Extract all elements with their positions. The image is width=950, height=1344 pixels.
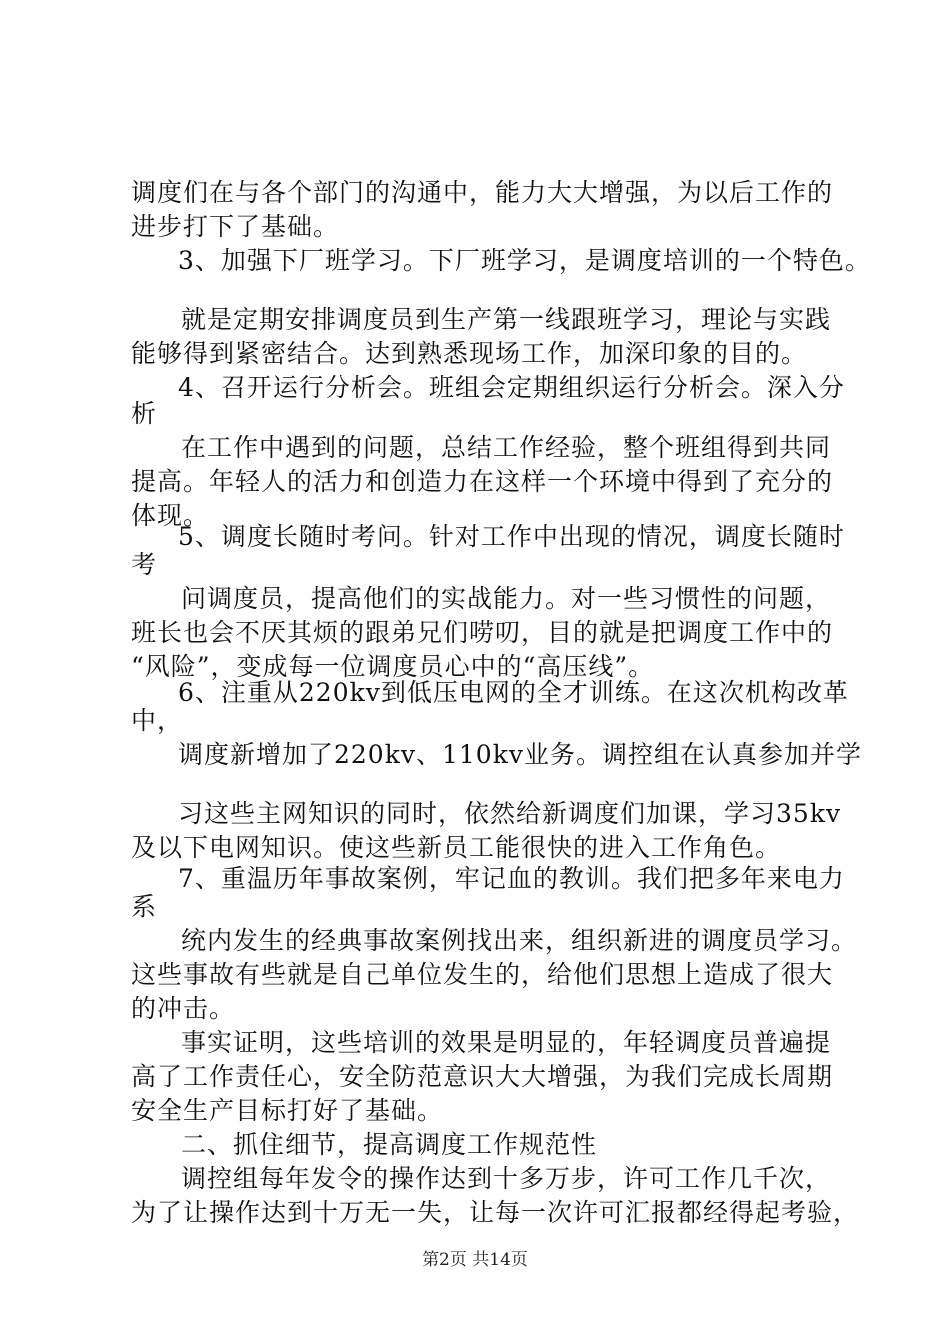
- text-line: 就是定期安排调度员到生产第一线跟班学习，理论与实践: [181, 305, 832, 334]
- page-footer: 第2页 共14页: [422, 1250, 528, 1270]
- text-line: 为了让操作达到十万无一失，让每一次许可汇报都经得起考验，: [131, 1198, 860, 1227]
- text-line: 考: [131, 550, 158, 579]
- text-line: 调度们在与各个部门的沟通中，能力大大增强，为以后工作的: [131, 178, 834, 207]
- text-line: 高了工作责任心，安全防范意识大大增强，为我们完成长周期: [131, 1062, 834, 1091]
- text-line: 班长也会不厌其烦的跟弟兄们唠叨，目的就是把调度工作中的: [131, 618, 834, 647]
- text-line: 事实证明，这些培训的效果是明显的，年轻调度员普遍提: [181, 1028, 832, 1057]
- text-line: 在工作中遇到的问题，总结工作经验，整个班组得到共同: [181, 433, 832, 462]
- text-line: 及以下电网知识。使这些新员工能很快的进入工作角色。: [131, 833, 782, 862]
- text-line: 中，: [131, 706, 184, 735]
- section-heading: 二、抓住细节，提高调度工作规范性: [181, 1130, 598, 1159]
- text-line: 调度新增加了220kv、110kv业务。调控组在认真参加并学: [178, 740, 862, 769]
- text-line: 调控组每年发令的操作达到十多万步，许可工作几千次，: [181, 1164, 832, 1193]
- text-line: 析: [131, 399, 158, 428]
- text-line: 6、注重从220kv到低压电网的全才训练。在这次机构改革: [178, 678, 849, 707]
- text-line: 4、召开运行分析会。班组会定期组织运行分析会。深入分: [178, 373, 845, 402]
- text-line: 统内发生的经典事故案例找出来，组织新进的调度员学习。: [181, 926, 858, 955]
- text-line: 3、加强下厂班学习。下厂班学习，是调度培训的一个特色。: [178, 246, 871, 275]
- text-line: 的冲击。: [131, 994, 236, 1023]
- text-line: 能够得到紧密结合。达到熟悉现场工作，加深印象的目的。: [131, 339, 808, 368]
- text-line: 安全生产目标打好了基础。: [131, 1096, 444, 1125]
- text-line: “风险”，变成每一位调度员心中的“高压线”。: [131, 652, 655, 681]
- text-line: 提高。年轻人的活力和创造力在这样一个环境中得到了充分的: [131, 467, 834, 496]
- text-line: 习这些主网知识的同时，依然给新调度们加课，学习35kv: [178, 799, 842, 828]
- text-line: 这些事故有些就是自己单位发生的，给他们思想上造成了很大: [131, 960, 834, 989]
- text-line: 问调度员，提高他们的实战能力。对一些习惯性的问题，: [181, 584, 832, 613]
- text-line: 体现。: [131, 501, 210, 530]
- text-line: 进步打下了基础。: [131, 212, 340, 241]
- text-line: 系: [131, 892, 158, 921]
- text-line: 7、重温历年事故案例，牢记血的教训。我们把多年来电力: [178, 864, 845, 893]
- text-line: 5、调度长随时考问。针对工作中出现的情况，调度长随时: [178, 522, 845, 551]
